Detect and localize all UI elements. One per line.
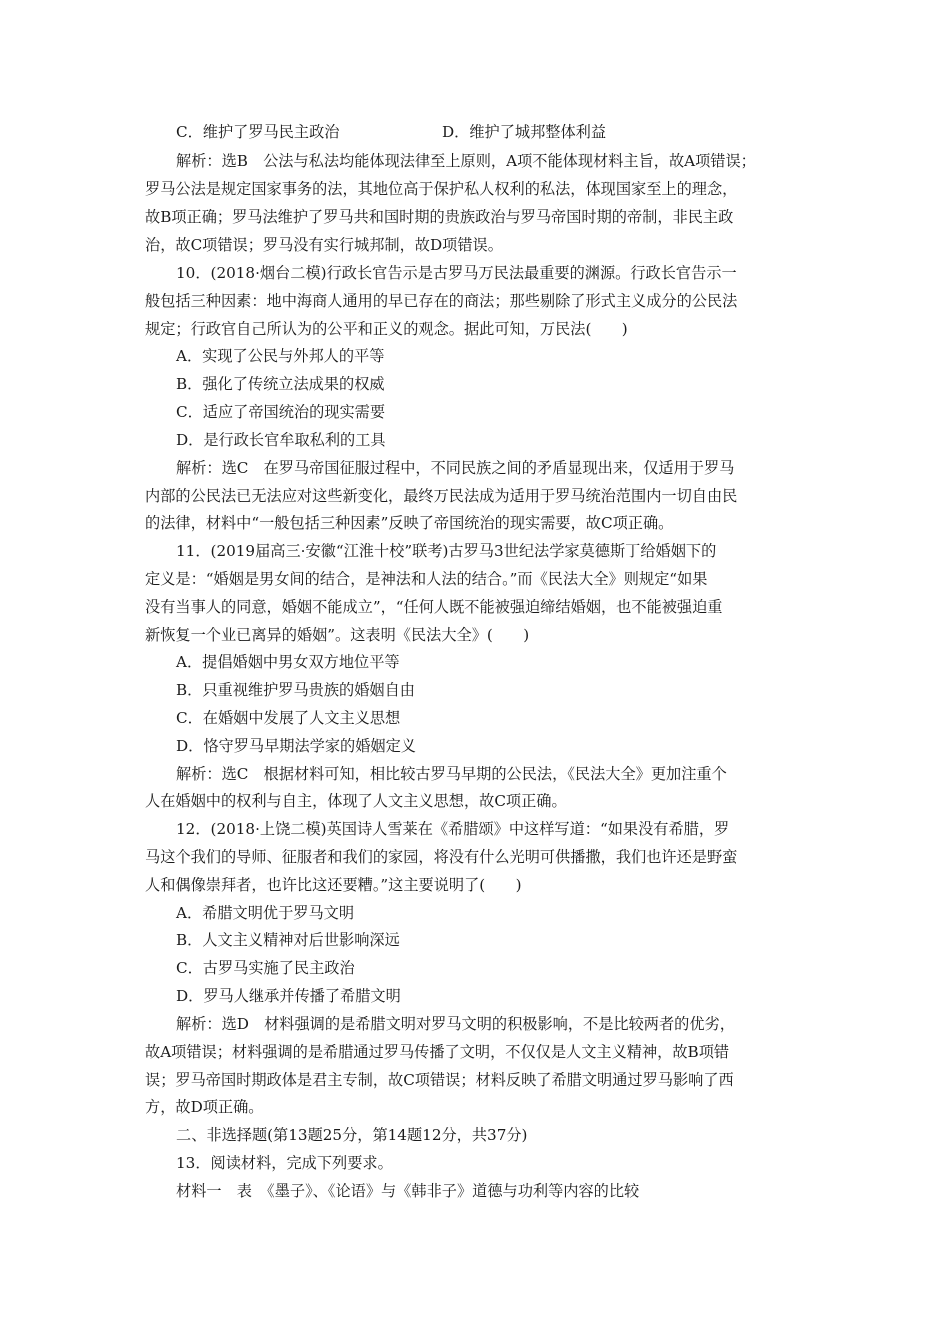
q12-option-b: B．人文主义精神对后世影响深远 xyxy=(176,931,400,949)
q9-analysis-line: 罗马公法是规定国家事务的法，其地位高于保护私人权利的私法，体现国家至上的理念， xyxy=(145,180,738,198)
q12-option-a: A．希腊文明优于罗马文明 xyxy=(176,904,355,922)
q11-stem-line: 没有当事人的同意，婚姻不能成立”，“任何人既不能被强迫缔结婚姻，也不能被强迫重 xyxy=(145,598,723,616)
q13-stem: 13．阅读材料，完成下列要求。 xyxy=(176,1154,393,1172)
q10-analysis-line: 的法律，材料中“一般包括三种因素”反映了帝国统治的现实需要，故C项正确。 xyxy=(145,514,674,532)
q10-stem-line: 般包括三种因素：地中海商人通用的早已存在的商法；那些剔除了形式主义成分的公民法 xyxy=(145,292,738,310)
q12-option-c: C．古罗马实施了民主政治 xyxy=(176,959,355,977)
q10-option-c: C．适应了帝国统治的现实需要 xyxy=(176,403,386,421)
q10-stem-line: 规定；行政官自己所认为的公平和正义的观念。据此可知，万民法( ) xyxy=(145,320,628,338)
q11-analysis-line: 解析：选C 根据材料可知，相比较古罗马早期的公民法，《民法大全》更加注重个 xyxy=(176,765,727,783)
q11-option-b: B．只重视维护罗马贵族的婚姻自由 xyxy=(176,681,415,699)
q12-stem-line: 人和偶像崇拜者，也许比这还要糟。”这主要说明了( ) xyxy=(145,876,522,894)
q11-stem-line: 新恢复一个业已离异的婚姻”。这表明《民法大全》( ) xyxy=(145,626,530,644)
q10-stem-line: 10．(2018·烟台二模)行政长官告示是古罗马万民法最重要的渊源。行政长官告示一 xyxy=(176,264,737,282)
q9-option-c: C．维护了罗马民主政治 xyxy=(176,123,340,141)
q11-stem-line: 11．(2019届高三·安徽“江淮十校”联考)古罗马3世纪法学家莫德斯丁给婚姻下的 xyxy=(176,542,717,560)
q11-analysis-line: 人在婚姻中的权利与自主，体现了人文主义思想，故C项正确。 xyxy=(145,792,567,810)
material-one-caption: 材料一 表 《墨子》、《论语》与《韩非子》道德与功利等内容的比较 xyxy=(176,1182,640,1200)
q9-analysis-line: 治，故C项错误；罗马没有实行城邦制，故D项错误。 xyxy=(145,236,503,254)
section-heading: 二、非选择题(第13题25分，第14题12分，共37分) xyxy=(176,1126,528,1144)
q10-option-a: A．实现了公民与外邦人的平等 xyxy=(176,347,385,365)
q11-option-c: C．在婚姻中发展了人文主义思想 xyxy=(176,709,401,727)
q11-stem-line: 定义是：“婚姻是男女间的结合，是神法和人法的结合。”而《民法大全》则规定“如果 xyxy=(145,570,708,588)
q12-stem-line: 12．(2018·上饶二模)英国诗人雪莱在《希腊颂》中这样写道：“如果没有希腊，罗 xyxy=(176,820,730,838)
q12-option-d: D．罗马人继承并传播了希腊文明 xyxy=(176,987,401,1005)
q12-analysis-line: 解析：选D 材料强调的是希腊文明对罗马文明的积极影响，不是比较两者的优劣， xyxy=(176,1015,735,1033)
q12-analysis-line: 误；罗马帝国时期政体是君主专制，故C项错误；材料反映了希腊文明通过罗马影响了西 xyxy=(145,1071,734,1089)
q11-option-d: D．恪守罗马早期法学家的婚姻定义 xyxy=(176,737,416,755)
q9-analysis-line: 解析：选B 公法与私法均能体现法律至上原则，A项不能体现材料主旨，故A项错误； xyxy=(176,152,756,170)
q9-analysis-line: 故B项正确；罗马法维护了罗马共和国时期的贵族政治与罗马帝国时期的帝制，非民主政 xyxy=(145,208,734,226)
q12-analysis-line: 故A项错误；材料强调的是希腊通过罗马传播了文明，不仅仅是人文主义精神，故B项错 xyxy=(145,1043,730,1061)
q11-option-a: A．提倡婚姻中男女双方地位平等 xyxy=(176,653,400,671)
q10-analysis-line: 内部的公民法已无法应对这些新变化，最终万民法成为适用于罗马统治范围内一切自由民 xyxy=(145,487,738,505)
q10-analysis-line: 解析：选C 在罗马帝国征服过程中，不同民族之间的矛盾显现出来，仅适用于罗马 xyxy=(176,459,735,477)
q12-analysis-line: 方，故D项正确。 xyxy=(145,1098,264,1116)
q9-option-d: D．维护了城邦整体利益 xyxy=(442,123,607,141)
q12-stem-line: 马这个我们的导师、征服者和我们的家园，将没有什么光明可供播撒，我们也许还是野蛮 xyxy=(145,848,738,866)
q10-option-b: B．强化了传统立法成果的权威 xyxy=(176,375,385,393)
q10-option-d: D．是行政长官牟取私利的工具 xyxy=(176,431,386,449)
